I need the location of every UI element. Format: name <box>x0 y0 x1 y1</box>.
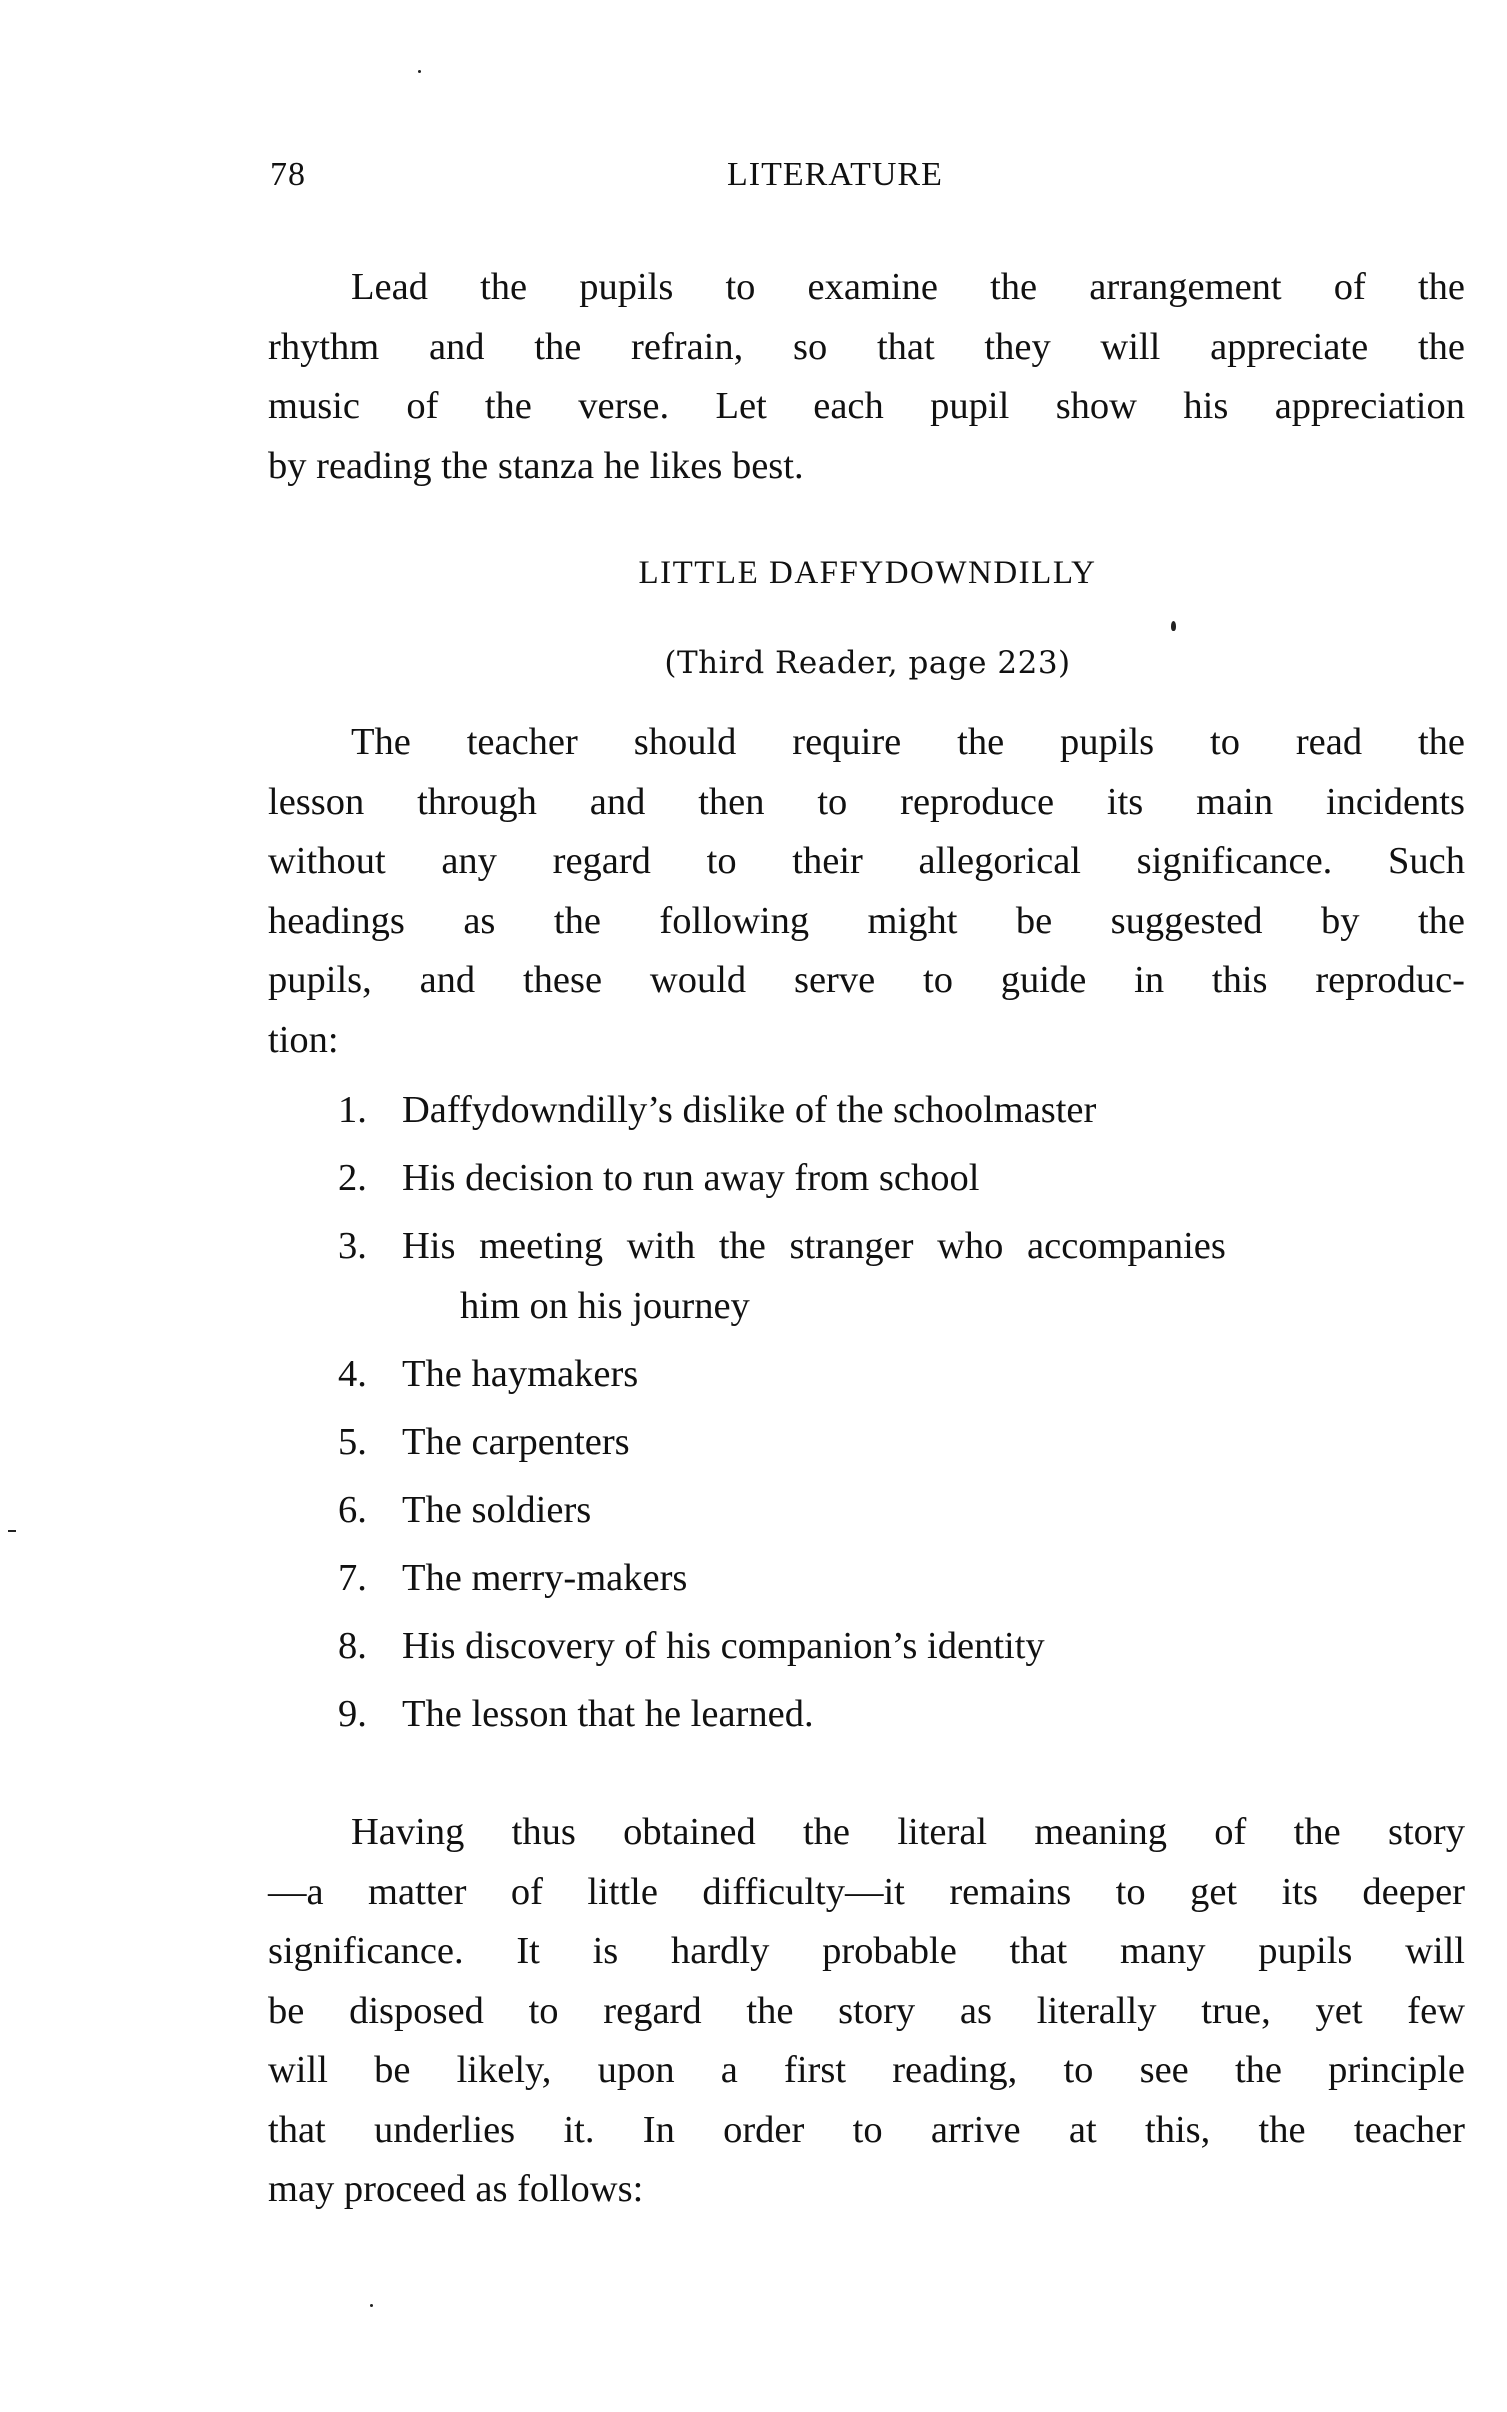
text-line: by reading the stanza he likes best. <box>268 444 804 487</box>
list-number: 2. <box>338 1157 367 1199</box>
list-item <box>338 1624 1045 1668</box>
text-line: Having thus obtained the literal meaning of the story <box>351 1811 1465 1853</box>
list-text: His discovery of his companion’s identity <box>402 1625 1045 1667</box>
text-line: pupils, and these would serve to guide in this reproduc- <box>268 959 1465 1001</box>
list-text: The soldiers <box>402 1489 592 1531</box>
text-line: Lead the pupils to examine the arrangement of the <box>351 266 1465 308</box>
ink-speck <box>1171 621 1176 631</box>
list-text: The merry-makers <box>402 1557 688 1599</box>
section-heading: LITTLE DAFFYDOWNDILLY <box>638 555 1097 591</box>
text-line: will be likely, upon a first reading, to see the principle <box>268 2049 1465 2091</box>
scan-speck <box>418 70 421 73</box>
text-line: significance. It is hardly probable that many pupils will <box>268 1930 1465 1972</box>
text-line: headings as the following might be suggested by the <box>268 899 1465 942</box>
text-line: be disposed to regard the story as literally true, yet few <box>268 1989 1465 2032</box>
section-subtitle: (Third Reader, page 223) <box>664 645 1071 681</box>
list-item <box>338 1352 638 1396</box>
list-number: 1. <box>338 1089 367 1131</box>
text-line: rhythm and the refrain, so that they will appreciate the <box>268 325 1465 368</box>
scan-speck <box>8 1530 16 1532</box>
list-item <box>338 1692 814 1736</box>
scan-speck <box>370 2304 373 2307</box>
list-item <box>338 1088 1096 1132</box>
list-text: His meeting with the stranger who accompanies <box>402 1225 1226 1267</box>
text-line: that underlies it. In order to arrive at this, the teacher <box>268 2108 1465 2151</box>
list-number: 6. <box>338 1489 367 1531</box>
list-number: 8. <box>338 1625 367 1667</box>
text-line: without any regard to their allegorical significance. Such <box>268 840 1465 882</box>
list-text: Daffydowndilly’s dislike of the schoolmaster <box>402 1089 1097 1131</box>
list-text: The lesson that he learned. <box>402 1693 814 1735</box>
list-number: 7. <box>338 1557 367 1599</box>
list-number: 3. <box>338 1225 367 1267</box>
list-item <box>338 1224 1465 1268</box>
text-line: may proceed as follows: <box>268 2168 644 2210</box>
page-number: 78 <box>270 156 306 193</box>
list-number: 9. <box>338 1693 367 1735</box>
paragraph-intro <box>268 258 1465 496</box>
paragraph-instructions <box>268 713 1465 1070</box>
list-item <box>338 1420 630 1464</box>
list-text: His decision to run away from school <box>402 1157 980 1199</box>
text-line: —a matter of little difficulty—it remains to get its deeper <box>268 1870 1465 1913</box>
list-text: The haymakers <box>402 1353 639 1395</box>
list-item <box>338 1488 591 1532</box>
list-item <box>338 1556 687 1600</box>
running-title: LITERATURE <box>727 156 943 193</box>
list-number: 5. <box>338 1421 367 1463</box>
paragraph-deeper-meaning <box>268 1803 1465 2220</box>
list-item-continuation: him on his journey <box>460 1285 750 1327</box>
text-line: lesson through and then to reproduce its main incidents <box>268 780 1465 823</box>
list-number: 4. <box>338 1353 367 1395</box>
list-item <box>338 1156 979 1200</box>
text-line: tion: <box>268 1018 339 1061</box>
list-text: The carpenters <box>402 1421 630 1463</box>
text-line: music of the verse. Let each pupil show his appreciation <box>268 385 1465 427</box>
text-line: The teacher should require the pupils to read the <box>351 721 1465 763</box>
